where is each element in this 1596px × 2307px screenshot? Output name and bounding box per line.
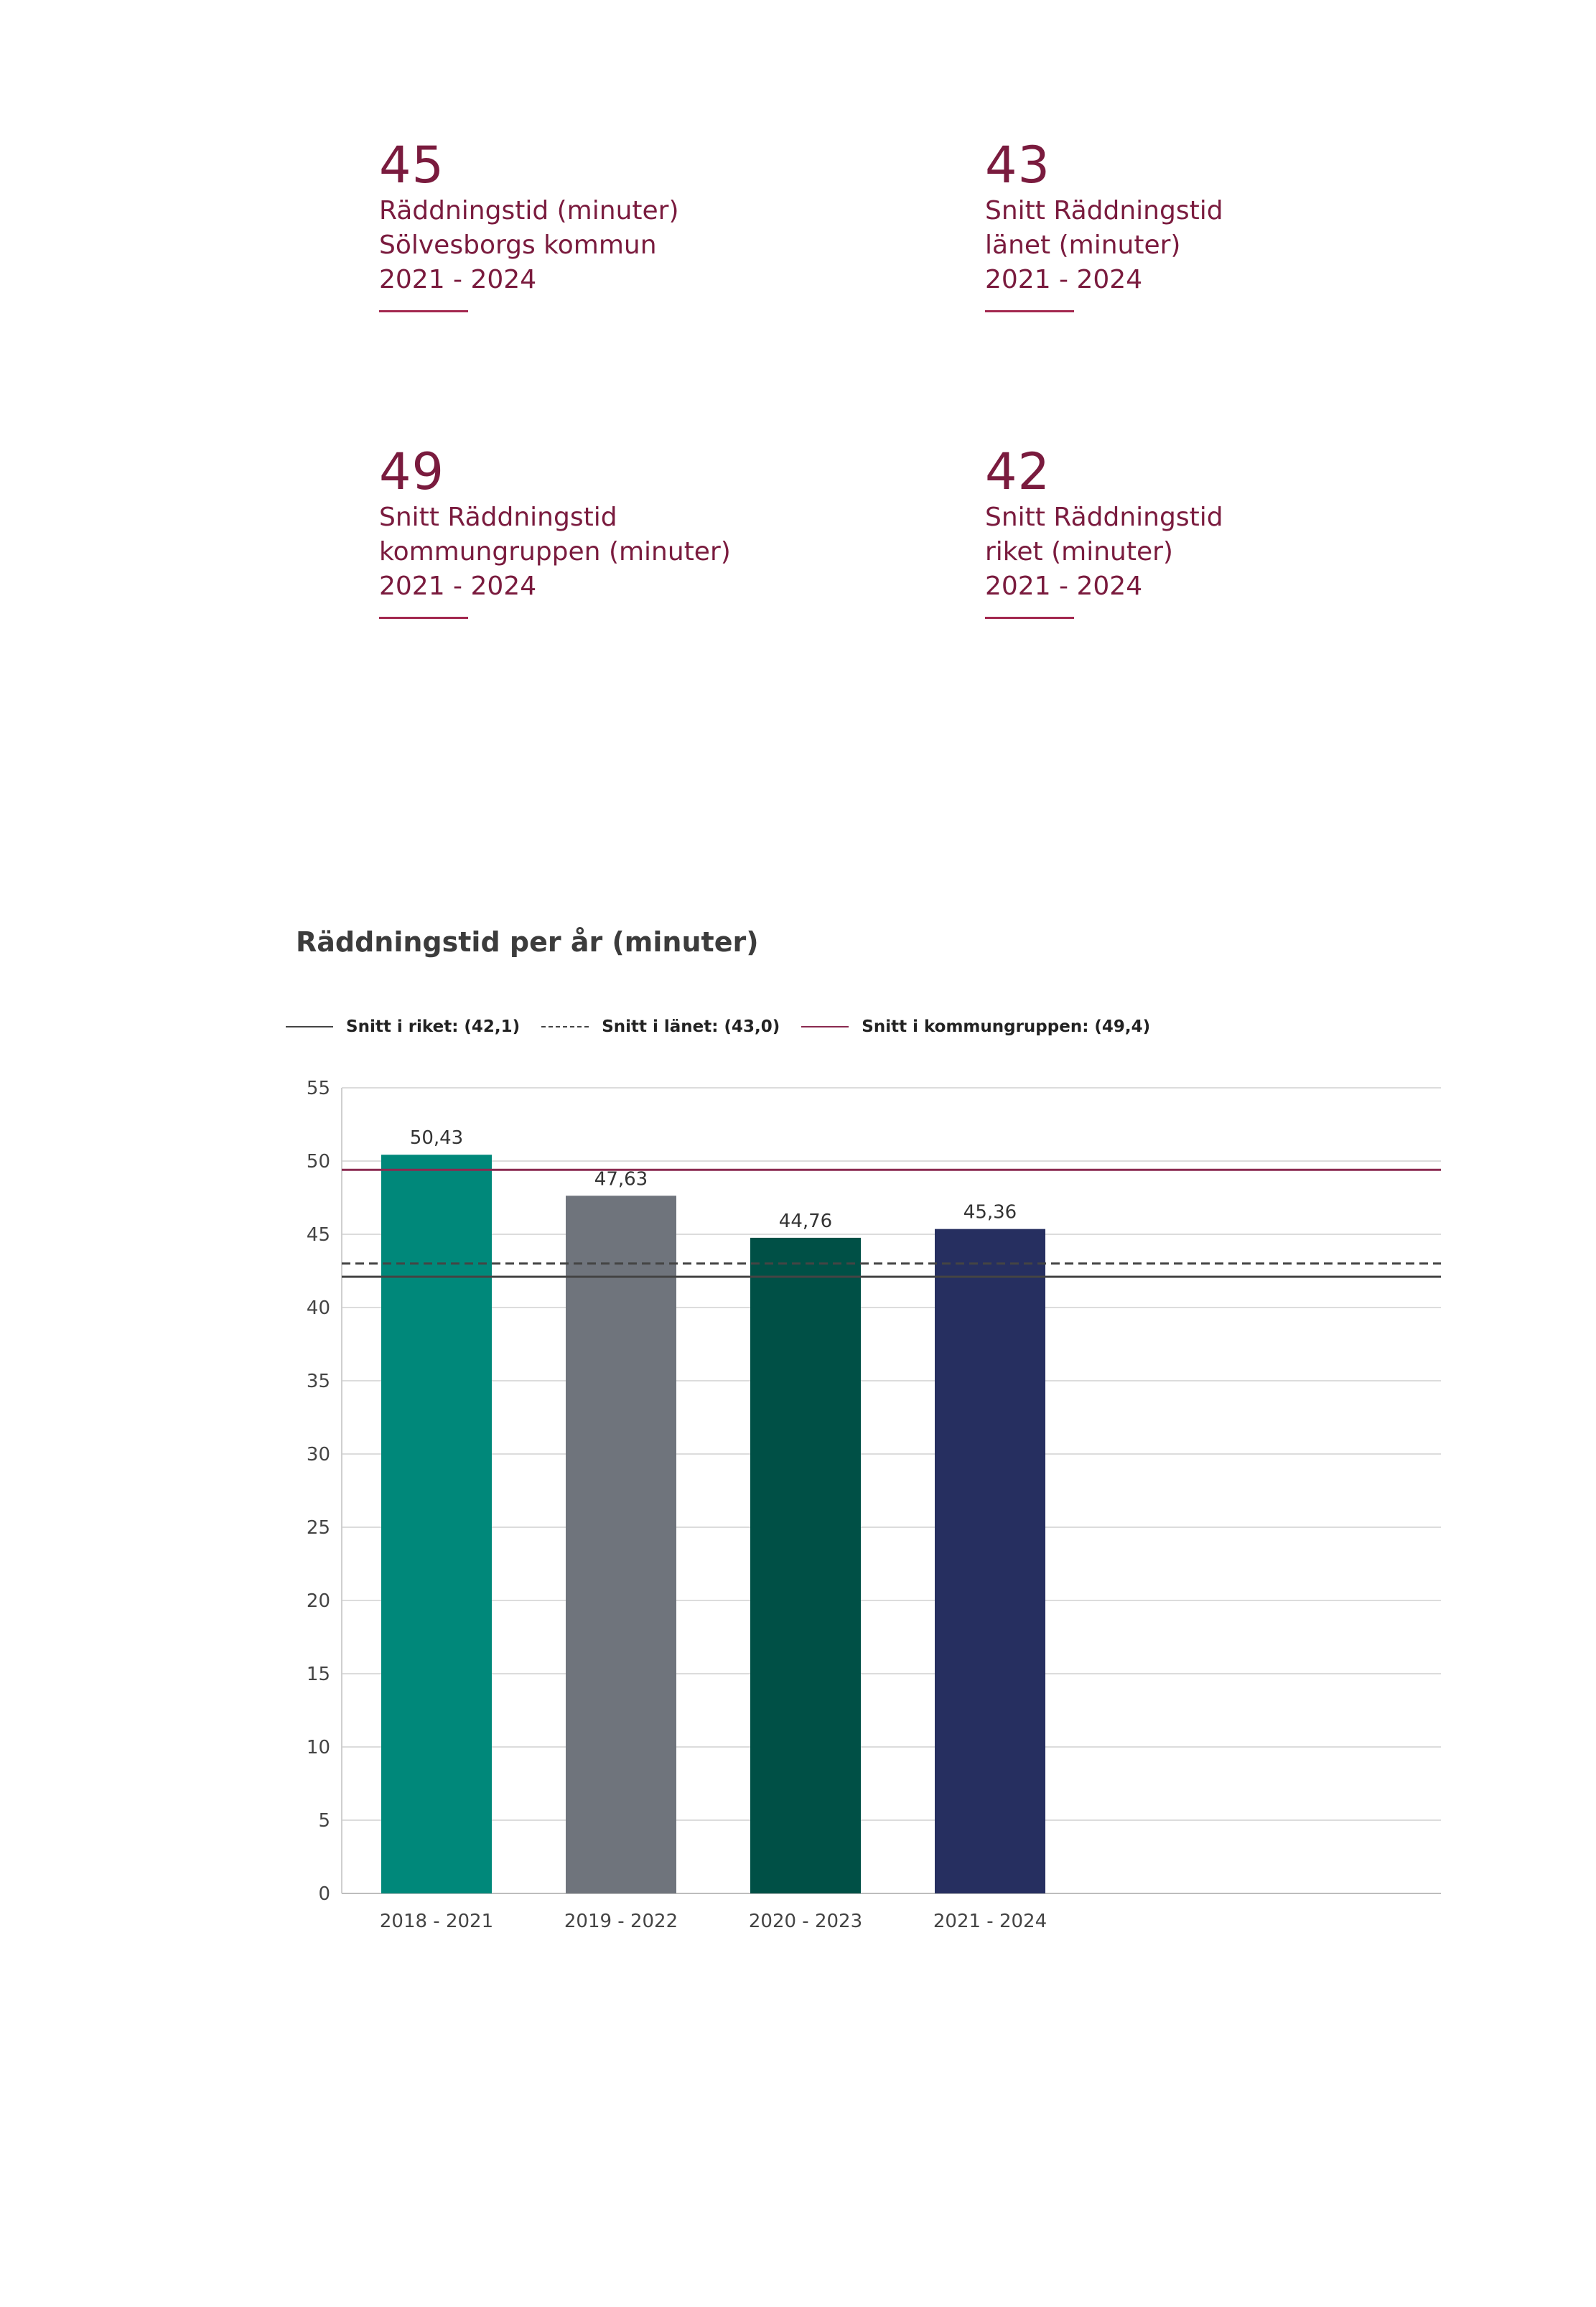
stat-label-line: riket (minuter) — [985, 537, 1173, 567]
legend-label: Snitt i kommungruppen: (49,4) — [862, 1017, 1151, 1036]
stat-value: 43 — [985, 136, 1051, 195]
stat-label-line: kommungruppen (minuter) — [379, 537, 731, 567]
x-tick-label: 2020 - 2023 — [748, 1911, 863, 1932]
stat-label-line: länet (minuter) — [985, 230, 1181, 260]
stat-label-line: Snitt Räddningstid — [379, 503, 617, 532]
stat-label-line: 2021 - 2024 — [985, 572, 1143, 601]
bar — [381, 1155, 492, 1893]
bar — [935, 1229, 1045, 1893]
data-label: 47,63 — [594, 1168, 648, 1190]
y-tick-label: 15 — [306, 1664, 330, 1685]
data-label: 44,76 — [778, 1210, 833, 1232]
y-tick-label: 40 — [306, 1297, 330, 1319]
y-tick-label: 0 — [318, 1883, 330, 1905]
stat-label-line: 2021 - 2024 — [379, 265, 537, 294]
y-tick-label: 25 — [306, 1517, 330, 1539]
y-tick-label: 30 — [306, 1444, 330, 1465]
y-tick-label: 55 — [306, 1078, 330, 1099]
data-label: 45,36 — [963, 1201, 1017, 1224]
stat-value: 45 — [379, 136, 445, 195]
x-tick-label: 2021 - 2024 — [933, 1911, 1047, 1932]
y-tick-label: 45 — [306, 1224, 330, 1246]
x-tick-label: 2018 - 2021 — [379, 1911, 494, 1932]
y-tick-label: 10 — [306, 1737, 330, 1758]
stat-label-line: Sölvesborgs kommun — [379, 230, 657, 260]
bar — [566, 1196, 676, 1893]
chart-title: Räddningstid per år (minuter) — [296, 926, 759, 958]
x-tick-label: 2019 - 2022 — [564, 1911, 678, 1932]
stat-value: 42 — [985, 442, 1051, 501]
stat-label-line: Snitt Räddningstid — [985, 196, 1223, 225]
y-tick-label: 35 — [306, 1371, 330, 1392]
stat-label-line: 2021 - 2024 — [379, 572, 537, 601]
y-tick-label: 20 — [306, 1590, 330, 1612]
stat-label-line: Snitt Räddningstid — [985, 503, 1223, 532]
y-tick-label: 50 — [306, 1151, 330, 1173]
y-tick-label: 5 — [318, 1810, 330, 1832]
stat-label-line: 2021 - 2024 — [985, 265, 1143, 294]
bar — [750, 1238, 861, 1893]
stat-label-line: Räddningstid (minuter) — [379, 196, 679, 225]
stat-value: 49 — [379, 442, 445, 501]
legend-label: Snitt i länet: (43,0) — [602, 1017, 780, 1036]
data-label: 50,43 — [409, 1127, 464, 1150]
legend-label: Snitt i riket: (42,1) — [346, 1017, 521, 1036]
